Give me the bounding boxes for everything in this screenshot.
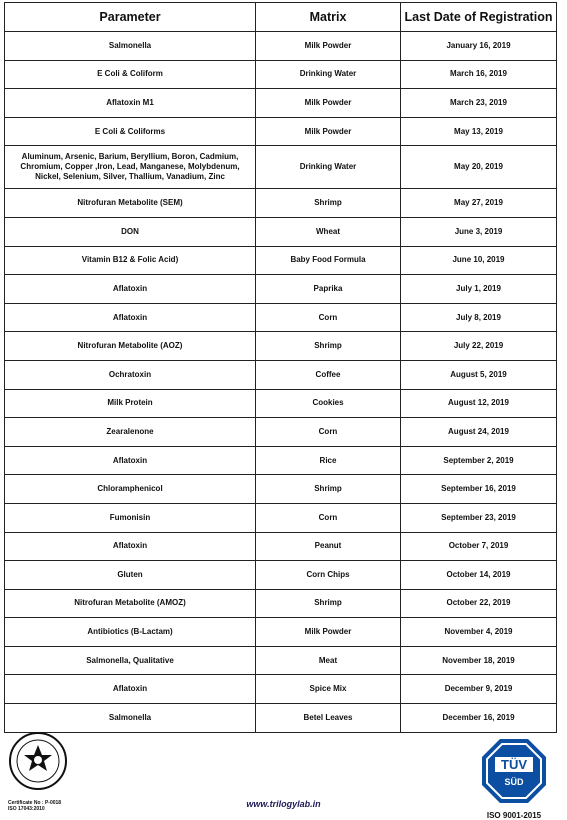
cell-parameter: E Coli & Coliforms <box>5 117 256 146</box>
cell-matrix: Milk Powder <box>256 89 401 118</box>
cell-date: March 23, 2019 <box>401 89 557 118</box>
cell-date: December 16, 2019 <box>401 704 557 733</box>
cell-matrix: Milk Powder <box>256 32 401 61</box>
header-parameter: Parameter <box>5 3 256 32</box>
cell-date: July 8, 2019 <box>401 303 557 332</box>
table-row <box>5 146 557 189</box>
sud-text: SÜD <box>504 777 524 787</box>
cell-parameter: Fumonisin <box>5 503 256 532</box>
table-row <box>5 246 557 275</box>
cell-matrix: Corn <box>256 303 401 332</box>
cell-date: August 5, 2019 <box>401 360 557 389</box>
cell-matrix: Milk Powder <box>256 117 401 146</box>
page-footer <box>0 725 567 820</box>
cell-matrix: Cookies <box>256 389 401 418</box>
cell-matrix: Corn <box>256 418 401 447</box>
iso-certification-label: ISO 9001-2015 <box>486 811 542 820</box>
cell-parameter: Aflatoxin <box>5 275 256 304</box>
table-row <box>5 618 557 647</box>
cell-date: November 4, 2019 <box>401 618 557 647</box>
tuv-text: TÜV <box>501 757 527 772</box>
cell-parameter: Salmonella, Qualitative <box>5 646 256 675</box>
cell-parameter: Chloramphenicol <box>5 475 256 504</box>
cell-date: December 9, 2019 <box>401 675 557 704</box>
table-row <box>5 189 557 218</box>
cell-date: July 22, 2019 <box>401 332 557 361</box>
table-row <box>5 275 557 304</box>
table-row <box>5 60 557 89</box>
header-matrix: Matrix <box>256 3 401 32</box>
cell-date: January 16, 2019 <box>401 32 557 61</box>
cell-parameter: Gluten <box>5 561 256 590</box>
cell-date: September 2, 2019 <box>401 446 557 475</box>
table-row <box>5 475 557 504</box>
cell-parameter: Milk Protein <box>5 389 256 418</box>
table-row <box>5 332 557 361</box>
cell-parameter: Aflatoxin <box>5 303 256 332</box>
cell-date: October 7, 2019 <box>401 532 557 561</box>
cell-parameter: Aflatoxin <box>5 446 256 475</box>
cell-parameter: Salmonella <box>5 32 256 61</box>
registration-table <box>4 2 557 733</box>
certificate-standard: ISO 17043:2010 <box>8 806 45 812</box>
table-row <box>5 646 557 675</box>
cell-parameter: DON <box>5 217 256 246</box>
cell-matrix: Baby Food Formula <box>256 246 401 275</box>
table-row <box>5 303 557 332</box>
table-row <box>5 561 557 590</box>
tuv-sud-logo-icon <box>480 737 548 805</box>
cell-date: May 27, 2019 <box>401 189 557 218</box>
cell-parameter: Antibiotics (B-Lactam) <box>5 618 256 647</box>
cell-date: May 20, 2019 <box>401 146 557 189</box>
cell-matrix: Drinking Water <box>256 60 401 89</box>
cell-matrix: Shrimp <box>256 475 401 504</box>
cell-date: November 18, 2019 <box>401 646 557 675</box>
table-row <box>5 360 557 389</box>
cell-date: March 16, 2019 <box>401 60 557 89</box>
cell-matrix: Rice <box>256 446 401 475</box>
cell-date: July 1, 2019 <box>401 275 557 304</box>
table-row <box>5 32 557 61</box>
table-row <box>5 89 557 118</box>
cell-parameter: Aluminum, Arsenic, Barium, Beryllium, Boron, Cadmium, Chromium, Copper ,Iron, Lead, Manganese, Molybdenum, Nickel, Selenium, Silver, Thallium, Vanadium, Zinc <box>5 146 256 189</box>
table-header-row <box>5 3 557 32</box>
cell-matrix: Corn Chips <box>256 561 401 590</box>
cell-date: September 16, 2019 <box>401 475 557 504</box>
cell-matrix: Peanut <box>256 532 401 561</box>
cell-date: August 24, 2019 <box>401 418 557 447</box>
cell-matrix: Paprika <box>256 275 401 304</box>
cell-date: August 12, 2019 <box>401 389 557 418</box>
website-link[interactable]: www.trilogylab.in <box>246 799 321 809</box>
table-body <box>5 32 557 733</box>
certificate-number: Certificate No : P-0018 <box>8 800 62 806</box>
table-row <box>5 446 557 475</box>
cell-parameter: Nitrofuran Metabolite (AMOZ) <box>5 589 256 618</box>
cell-matrix: Wheat <box>256 217 401 246</box>
cell-parameter: Vitamin B12 & Folic Acid) <box>5 246 256 275</box>
cell-matrix: Shrimp <box>256 589 401 618</box>
cell-parameter: Nitrofuran Metabolite (SEM) <box>5 189 256 218</box>
table-row <box>5 503 557 532</box>
header-last-date: Last Date of Registration <box>401 3 557 32</box>
accreditation-seal-icon <box>8 731 68 791</box>
cell-date: October 14, 2019 <box>401 561 557 590</box>
cell-matrix: Corn <box>256 503 401 532</box>
cell-date: October 22, 2019 <box>401 589 557 618</box>
cell-date: June 3, 2019 <box>401 217 557 246</box>
cell-parameter: Salmonella <box>5 704 256 733</box>
cell-matrix: Betel Leaves <box>256 704 401 733</box>
cell-parameter: Nitrofuran Metabolite (AOZ) <box>5 332 256 361</box>
cell-date: June 10, 2019 <box>401 246 557 275</box>
table-row <box>5 675 557 704</box>
cell-matrix: Coffee <box>256 360 401 389</box>
table-row <box>5 532 557 561</box>
cell-matrix: Meat <box>256 646 401 675</box>
cell-parameter: Aflatoxin <box>5 532 256 561</box>
cell-matrix: Spice Mix <box>256 675 401 704</box>
cell-date: September 23, 2019 <box>401 503 557 532</box>
cell-parameter: E Coli & Coliform <box>5 60 256 89</box>
cell-matrix: Milk Powder <box>256 618 401 647</box>
cell-matrix: Drinking Water <box>256 146 401 189</box>
registration-table-container <box>4 2 556 733</box>
table-row <box>5 389 557 418</box>
cell-parameter: Ochratoxin <box>5 360 256 389</box>
cell-matrix: Shrimp <box>256 332 401 361</box>
cell-date: May 13, 2019 <box>401 117 557 146</box>
table-row <box>5 589 557 618</box>
cell-matrix: Shrimp <box>256 189 401 218</box>
cell-parameter: Aflatoxin <box>5 675 256 704</box>
table-row <box>5 117 557 146</box>
table-row <box>5 217 557 246</box>
cell-parameter: Aflatoxin M1 <box>5 89 256 118</box>
cell-parameter: Zearalenone <box>5 418 256 447</box>
table-row <box>5 418 557 447</box>
